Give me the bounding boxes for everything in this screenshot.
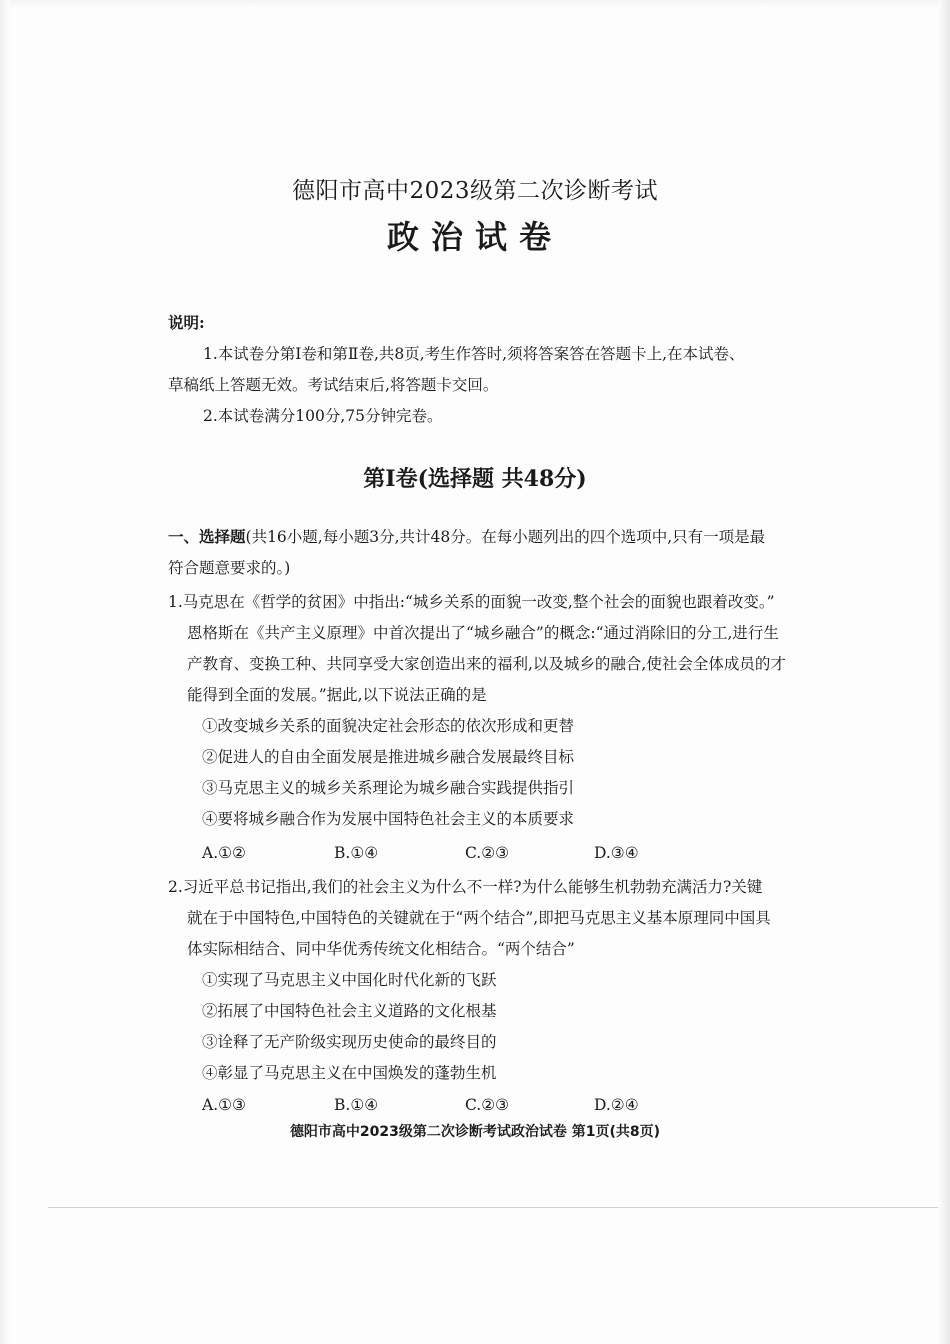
page-bottom-edge <box>48 1207 938 1208</box>
question-2-option-c[interactable]: C.②③ <box>465 1096 510 1114</box>
question-1-stem-line: 1.马克思在《哲学的贫困》中指出:“城乡关系的面貌一改变,整个社会的面貌也跟着改变。” <box>168 593 775 611</box>
question-1-stem-line: 产教育、变换工种、共同享受大家创造出来的福利,以及城乡的融合,使社会全体成员的才 <box>187 655 786 673</box>
subject-title: 政治试卷 <box>386 218 563 256</box>
part-1-title: 第Ⅰ卷(选择题 共48分) <box>363 466 587 492</box>
question-2-statement: ①实现了马克思主义中国化时代化新的飞跃 <box>202 971 497 989</box>
question-2-stem-line: 就在于中国特色,中国特色的关键就在于“两个结合”,即把马克思主义基本原理同中国具 <box>187 909 771 927</box>
section-desc: (共16小题,每小题3分,共计48分。在每小题列出的四个选项中,只有一项是最 <box>245 528 766 546</box>
instruction-item-1-line-2: 草稿纸上答题无效。考试结束后,将答题卡交回。 <box>168 376 499 394</box>
question-2-option-a[interactable]: A.①③ <box>202 1096 246 1114</box>
question-2-statement: ②拓展了中国特色社会主义道路的文化根基 <box>202 1002 497 1020</box>
question-1-statement: ③马克思主义的城乡关系理论为城乡融合实践提供指引 <box>202 779 575 797</box>
question-1-options <box>202 843 702 863</box>
question-2-statement: ④彰显了马克思主义在中国焕发的蓬勃生机 <box>202 1064 497 1082</box>
instruction-item-1-line-1: 1.本试卷分第Ⅰ卷和第Ⅱ卷,共8页,考生作答时,须将答案答在答题卡上,在本试卷、 <box>203 345 745 363</box>
question-1-option-b[interactable]: B.①④ <box>334 844 379 862</box>
question-2-option-d[interactable]: D.②④ <box>594 1096 639 1114</box>
instructions-heading: 说明: <box>168 313 205 332</box>
scan-shadow-top <box>0 0 950 8</box>
question-1-statement: ①改变城乡关系的面貌决定社会形态的依次形成和更替 <box>202 717 575 735</box>
question-2-statement: ③诠释了无产阶级实现历史使命的最终目的 <box>202 1033 497 1051</box>
exam-title: 德阳市高中2023级第二次诊断考试 <box>291 178 659 204</box>
section-description-line-2: 符合题意要求的。) <box>168 559 291 577</box>
question-1-statement: ④要将城乡融合作为发展中国特色社会主义的本质要求 <box>202 810 575 828</box>
question-1-option-d[interactable]: D.③④ <box>594 844 639 862</box>
question-1-stem-line: 恩格斯在《共产主义原理》中首次提出了“城乡融合”的概念:“通过消除旧的分工,进行生 <box>187 624 779 642</box>
question-2-option-b[interactable]: B.①④ <box>334 1096 379 1114</box>
question-1-stem-line: 能得到全面的发展。”据此,以下说法正确的是 <box>187 686 487 704</box>
question-2-options <box>202 1095 702 1115</box>
question-2-stem-line: 2.习近平总书记指出,我们的社会主义为什么不一样?为什么能够生机勃勃充满活力?关键 <box>168 878 763 896</box>
question-1-statement: ②促进人的自由全面发展是推进城乡融合发展最终目标 <box>202 748 575 766</box>
page-footer: 德阳市高中2023级第二次诊断考试政治试卷 第1页(共8页) <box>289 1124 661 1140</box>
question-1-option-a[interactable]: A.①② <box>202 844 246 862</box>
section-description-line-1 <box>168 527 765 547</box>
question-1-option-c[interactable]: C.②③ <box>465 844 510 862</box>
question-2-stem-line: 体实际相结合、同中华优秀传统文化相结合。“两个结合” <box>187 940 575 958</box>
instruction-item-2: 2.本试卷满分100分,75分钟完卷。 <box>203 407 443 425</box>
section-label: 一、选择题 <box>168 527 246 546</box>
